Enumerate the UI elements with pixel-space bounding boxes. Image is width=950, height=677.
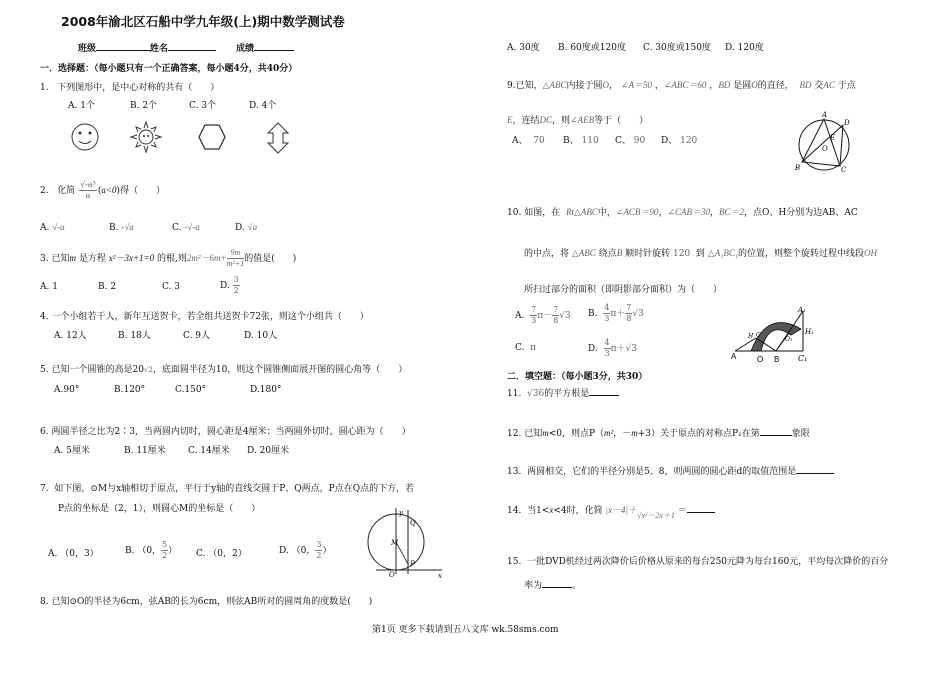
q10-label-h: H <box>748 333 754 340</box>
q10-label-o: O <box>757 355 764 364</box>
q5-option-d: D.180° <box>250 385 282 395</box>
q1-option-b: B. 2个 <box>130 101 158 111</box>
q10-label-b: B <box>774 355 780 364</box>
q4-option-c: C. 9人 <box>183 331 211 341</box>
score-blank <box>254 41 294 51</box>
q2-option-c: C. -√-a <box>172 222 200 233</box>
question-11: 11. √36的平方根是 <box>507 386 619 399</box>
q6-option-c: C. 14厘米 <box>188 446 230 456</box>
q9-option-a: A、 70 <box>512 136 545 146</box>
question-1: 1. 下列图形中，是中心对称的共有（ ） <box>40 83 220 93</box>
question-15-line2: 率为 。 <box>524 578 581 591</box>
q10-label-c1: C₁ <box>798 354 808 363</box>
q12-answer-blank[interactable] <box>760 426 792 436</box>
q9-label-d: D <box>844 119 850 127</box>
question-6: 6. 两圆半径之比为2∶3，当两圆内切时，圆心距是4厘米；当两圆外切时，圆心距为（ ） <box>40 427 411 437</box>
section1-heading: 一．选择题：（每小题只有一个正确答案，每小题4分，共40分） <box>40 64 298 74</box>
name-blank <box>168 41 216 51</box>
q9-option-c: C、 90 <box>615 136 646 146</box>
q4-option-d: D. 10人 <box>244 331 278 341</box>
class-field <box>78 41 151 54</box>
question-7: 7. 如下图，⊙M与x轴相切于原点，平行于y轴的直线交圆于P、Q两点，P点在Q点的下方，若 <box>40 484 415 494</box>
q9-label-a: A <box>822 111 828 119</box>
q7-label-x: x <box>438 572 442 580</box>
q3-option-c: C. 3 <box>162 282 181 292</box>
q1-option-d: D. 4个 <box>249 101 277 111</box>
q13-answer-blank[interactable] <box>796 464 834 474</box>
score-label: 成绩 <box>236 44 255 54</box>
q10-label-c: C <box>756 332 761 339</box>
question-15: 15. 一批DVD机经过两次降价后价格从原来的每台250元降为每台160元，平均每次降价的百分 <box>507 557 889 567</box>
question-10-line3: 所扫过部分的面积（即阴影部分面积）为（ ） <box>524 285 723 295</box>
q8-option-a: A. 30度 <box>507 43 540 53</box>
question-3: 3. 已知m 是方程 x²－3x+1=0 的根,则2m²－6m+ $\frac{9m}{\text{m²+1}}$ 的值是( ) <box>40 248 297 268</box>
q10-option-d: D. $\frac{4}{3}$ π＋√3 <box>588 338 637 358</box>
question-14: 14. 当1<x<4时，化简 |x－4|＋√x²－2x＋1 ＝ <box>507 503 715 516</box>
question-2: 2. 化简 $\frac{\text{√-a³}}{a}$ (a<0)得（ ） <box>40 180 165 200</box>
question-9: 9.已知，△ABC内接于圆O， ∠A＝50 ，∠ABC＝60 ，BD 是圆O的直径， BD 交AC 于点 <box>507 80 856 91</box>
q11-answer-blank[interactable] <box>589 386 619 396</box>
q8-option-c: C. 30度或150度 <box>643 43 711 53</box>
q10-option-a: A. $\frac{7}{3}$ π－ $\frac{7}{8}$ √3 <box>515 305 571 325</box>
q2-option-a: A. √-a <box>40 222 65 233</box>
q7-label-q: Q <box>410 519 416 527</box>
q5-option-a: A.90° <box>54 385 80 395</box>
double-arrow-figure <box>268 123 288 153</box>
q6-option-d: D. 20厘米 <box>247 446 290 456</box>
q7-label-m: M <box>391 539 399 547</box>
q7-option-d: D. （0， $\frac{3}{2}$ ） <box>279 540 332 560</box>
name-label: 姓名 <box>150 44 169 54</box>
q9-option-b: B、 110 <box>563 136 599 146</box>
q7-label-y: y <box>399 509 403 517</box>
q3-option-a: A. 1 <box>40 282 58 292</box>
q9-label-c: C <box>841 166 847 174</box>
q6-option-b: B. 11厘米 <box>124 446 166 456</box>
q9-option-d: D、 120 <box>661 136 698 146</box>
q9-label-o: O <box>822 145 828 153</box>
q6-option-a: A. 5厘米 <box>54 446 90 456</box>
q8-option-b: B. 60度或120度 <box>558 43 626 53</box>
q10-option-c: C. π <box>515 343 537 353</box>
name-field <box>150 41 216 54</box>
q14-answer-blank[interactable] <box>687 503 715 513</box>
q2-option-d: D. √a <box>235 222 258 233</box>
question-7-line2: P点的坐标是（2，1），则圆心M的坐标是（ ） <box>58 504 261 514</box>
q4-option-a: A. 12人 <box>54 331 87 341</box>
class-label: 班级 <box>78 44 97 54</box>
q9-figure <box>793 110 855 174</box>
q4-option-b: B. 18人 <box>118 331 151 341</box>
section2-heading: 二．填空题：（每小题3分，共30） <box>507 372 648 382</box>
q8-option-d: D. 120度 <box>725 43 764 53</box>
q9-label-b: B <box>795 164 801 172</box>
q1-figures <box>68 120 308 160</box>
sun-figure <box>131 122 161 152</box>
q1-option-c: C. 3个 <box>189 101 217 111</box>
q7-option-a: A. （0，3） <box>48 549 99 559</box>
smiley-figure <box>72 124 98 150</box>
q10-label-h1: H₁ <box>805 328 814 336</box>
q10-label-a1: A₁ <box>798 306 806 314</box>
q9-label-e: E <box>830 134 836 142</box>
q2-option-b: B. -√a <box>109 222 134 233</box>
q2-radical-fraction: $\frac{\text{√-a³}}{a}$ <box>80 180 96 200</box>
question-12: 12. 已知m<0，则点P（m²，－m+3）关于原点的对称点P₁在第 象限 <box>507 428 810 439</box>
q1-option-a: A. 1个 <box>68 101 95 111</box>
q3-option-d: D. $\frac{3}{2}$ <box>220 275 239 295</box>
question-10: 10. 如图，在 Rt△ABC中，∠ACB＝90，∠CAB＝30，BC＝2，点O、H分别为边AB、AC <box>507 207 858 218</box>
question-4: 4. 一个小组若干人，新年互送贺卡，若全组共送贺卡72张，则这个小组共（ ） <box>40 312 369 322</box>
q10-label-a: A <box>731 352 737 361</box>
question-9-line2: E，连结DC，则∠AEB等于（ ） <box>507 115 649 126</box>
page-title: 2008年渝北区石船中学九年级(上)期中数学测试卷 <box>61 14 345 29</box>
q5-option-b: B.120° <box>114 385 146 395</box>
question-10-line2: 的中点，将 △ABC 绕点B 顺时针旋转 120 到 △A₁BC₁的位置，则整个旋转过程中线段OH <box>524 248 877 259</box>
class-blank <box>96 41 151 51</box>
question-13: 13. 两圆相交，它们的半径分别是5、8，则两圆的圆心距d的取值范围是 <box>507 464 834 477</box>
q10-option-b: B. $\frac{4}{3}$ π＋ $\frac{7}{8}$ √3 <box>588 303 644 323</box>
score-field <box>236 41 294 54</box>
page-footer: 第1页 更多下载请到五八文库 wk.58sms.com <box>372 625 559 635</box>
q10-label-o1: O₁ <box>785 336 793 343</box>
q7-figure <box>372 508 444 578</box>
q15-answer-blank[interactable] <box>542 578 572 588</box>
q7-label-p: P <box>410 560 415 568</box>
hexagon-figure <box>199 125 225 149</box>
question-5: 5. 已知一个圆锥的高是20√2，底面圆半径为10，则这个圆锥侧面展开图的圆心角等（ ） <box>40 365 408 375</box>
q10-figure <box>731 305 817 367</box>
q3-option-b: B. 2 <box>98 282 117 292</box>
q7-label-o: O <box>389 571 395 579</box>
q5-option-c: C.150° <box>175 385 207 395</box>
q7-option-b: B. （0， $\frac{5}{2}$ ） <box>125 540 178 560</box>
question-8: 8. 已知⊙O的半径为6cm，弦AB的长为6cm，则弦AB所对的圆周角的度数是( ) <box>40 597 373 607</box>
q7-option-c: C. （0，2） <box>196 549 247 559</box>
